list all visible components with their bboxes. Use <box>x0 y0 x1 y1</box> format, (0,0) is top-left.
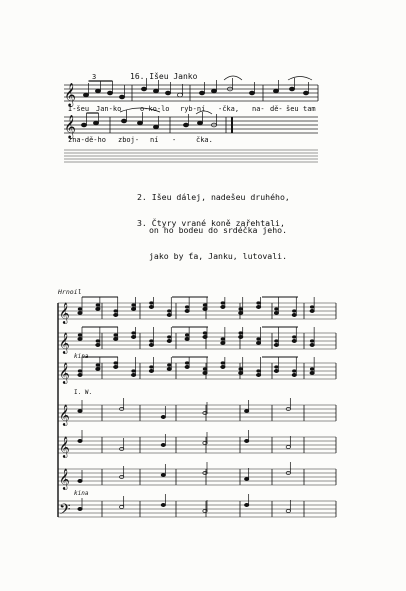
lyric-syllable: -čka, <box>218 105 240 113</box>
note-head <box>274 307 278 310</box>
note-head <box>131 335 135 338</box>
staff-1 <box>64 85 318 101</box>
note-head <box>161 443 165 446</box>
treble-clef-icon: 𝄞 <box>64 114 76 138</box>
note-head <box>167 313 171 316</box>
note-head <box>292 309 296 312</box>
note-head <box>78 439 82 442</box>
note-head <box>185 333 189 336</box>
note-head <box>203 335 207 338</box>
note-head <box>244 409 248 412</box>
note-head <box>96 307 100 310</box>
lyrics-line-2 <box>68 136 213 144</box>
note-head <box>292 339 296 342</box>
note-head <box>221 305 225 308</box>
triplet-mark: 3 <box>92 73 97 81</box>
verse-line: on ho bodeu do srdéčka jeho. <box>149 225 288 235</box>
note-head <box>274 311 278 314</box>
lyrics-line-1 <box>68 105 316 113</box>
note-head <box>149 369 153 372</box>
note-head <box>221 341 225 344</box>
note-head <box>185 337 189 340</box>
note-head <box>274 339 278 342</box>
note-head <box>203 303 207 306</box>
lyric-syllable: čka. <box>196 136 213 144</box>
note-head <box>96 367 100 370</box>
note-head <box>167 335 171 338</box>
note-head <box>221 337 225 340</box>
bass-clef-icon: 𝄢 <box>59 501 71 522</box>
note-head <box>114 361 118 364</box>
treble-clef-icon: 𝄞 <box>59 303 70 324</box>
verse-line: 2. Išeu dálej, nadešeu druhého, <box>137 192 290 202</box>
treble-clef-icon: 𝄞 <box>59 469 70 490</box>
lyric-syllable: o-ko-lo <box>140 105 170 113</box>
note-head <box>244 439 248 442</box>
note-head <box>114 365 118 368</box>
note-head <box>78 373 82 376</box>
note-head <box>167 339 171 342</box>
note-head <box>292 373 296 376</box>
note-head <box>78 409 82 412</box>
note-head <box>131 303 135 306</box>
lyric-syllable: zboj- <box>118 136 140 144</box>
note-head <box>149 305 153 308</box>
note-head <box>310 367 314 370</box>
note-head <box>310 305 314 308</box>
note-head <box>274 369 278 372</box>
note-head <box>292 335 296 338</box>
note-head <box>114 333 118 336</box>
lyric-syllable: tam <box>303 105 316 113</box>
note-head <box>274 365 278 368</box>
note-head <box>256 341 260 344</box>
note-head <box>239 367 243 370</box>
note-head <box>239 331 243 334</box>
note-head <box>167 309 171 312</box>
note-head <box>96 303 100 306</box>
verse-3 <box>137 196 287 284</box>
lyric-syllable: I-šeu <box>68 105 90 113</box>
staff-2 <box>64 117 318 133</box>
note-head <box>310 339 314 342</box>
note-head <box>310 309 314 312</box>
note-head <box>256 337 260 340</box>
lyric-syllable: Jan-ko <box>96 105 122 113</box>
note-head <box>114 313 118 316</box>
empty-staff <box>64 150 318 162</box>
note-head <box>78 507 82 510</box>
note-head <box>256 301 260 304</box>
note-head <box>78 311 82 314</box>
treble-clef-icon: 𝄞 <box>59 363 70 384</box>
note-head <box>96 363 100 366</box>
note-head <box>185 305 189 308</box>
note-head <box>78 337 82 340</box>
note-head <box>131 331 135 334</box>
lyric-syllable: ryb-ní <box>180 105 206 113</box>
note-head <box>292 369 296 372</box>
note-head <box>149 365 153 368</box>
lyric-syllable: zna-dě-ho <box>68 136 106 144</box>
note-head <box>149 301 153 304</box>
note-head <box>203 307 207 310</box>
note-head <box>78 333 82 336</box>
note-head <box>274 343 278 346</box>
note-head <box>131 373 135 376</box>
lyric-syllable: dě- <box>270 105 283 113</box>
note-head <box>161 503 165 506</box>
note-head <box>161 415 165 418</box>
note-head <box>203 441 207 444</box>
note-head <box>239 335 243 338</box>
note-head <box>286 509 290 512</box>
note-head <box>203 509 207 512</box>
note-head <box>203 331 207 334</box>
note-head <box>221 301 225 304</box>
song-title: 16. Išeu Janko <box>130 72 198 81</box>
note-head <box>239 371 243 374</box>
note-head <box>114 309 118 312</box>
note-head <box>286 445 290 448</box>
note-head <box>203 371 207 374</box>
note-head <box>310 371 314 374</box>
orchestral-score <box>0 285 406 585</box>
treble-clef-icon: 𝄞 <box>59 437 70 458</box>
verse-line: jako by ťa, Janku, lutovali. <box>149 251 288 261</box>
note-head <box>78 369 82 372</box>
note-head <box>185 309 189 312</box>
note-head <box>114 337 118 340</box>
note-head <box>244 503 248 506</box>
note-head <box>119 505 123 508</box>
lyric-syllable: ní <box>150 136 159 144</box>
note-head <box>131 369 135 372</box>
note-head <box>149 343 153 346</box>
instrument-label: kina <box>74 490 89 497</box>
melody-notes-1 <box>83 76 312 99</box>
note-head <box>292 313 296 316</box>
note-head <box>244 477 248 480</box>
lyric-syllable: na- <box>252 105 265 113</box>
note-head <box>96 339 100 342</box>
note-head <box>239 311 243 314</box>
lyric-syllable: - <box>172 136 177 144</box>
instrument-label: kina <box>74 353 89 360</box>
note-head <box>221 365 225 368</box>
treble-clef-icon: 𝄞 <box>59 405 70 426</box>
instrument-label: Hrnoil <box>58 288 82 296</box>
note-head <box>185 365 189 368</box>
note-head <box>78 479 82 482</box>
treble-clef-icon: 𝄞 <box>59 333 70 354</box>
treble-clef-icon: 𝄞 <box>64 82 76 106</box>
note-head <box>149 339 153 342</box>
note-head <box>167 367 171 370</box>
lyric-syllable: šeu <box>286 105 299 113</box>
instrument-label: I. W. <box>74 389 93 396</box>
note-head <box>310 343 314 346</box>
note-head <box>96 343 100 346</box>
note-head <box>256 305 260 308</box>
verse-line: 3. Čtyry vrané koně zařehtali, <box>137 218 285 228</box>
note-head <box>239 307 243 310</box>
note-head <box>167 363 171 366</box>
note-head <box>256 369 260 372</box>
note-head <box>161 473 165 476</box>
note-head <box>131 307 135 310</box>
note-head <box>185 361 189 364</box>
note-head <box>256 373 260 376</box>
note-head <box>221 361 225 364</box>
note-head <box>203 367 207 370</box>
note-head <box>78 307 82 310</box>
